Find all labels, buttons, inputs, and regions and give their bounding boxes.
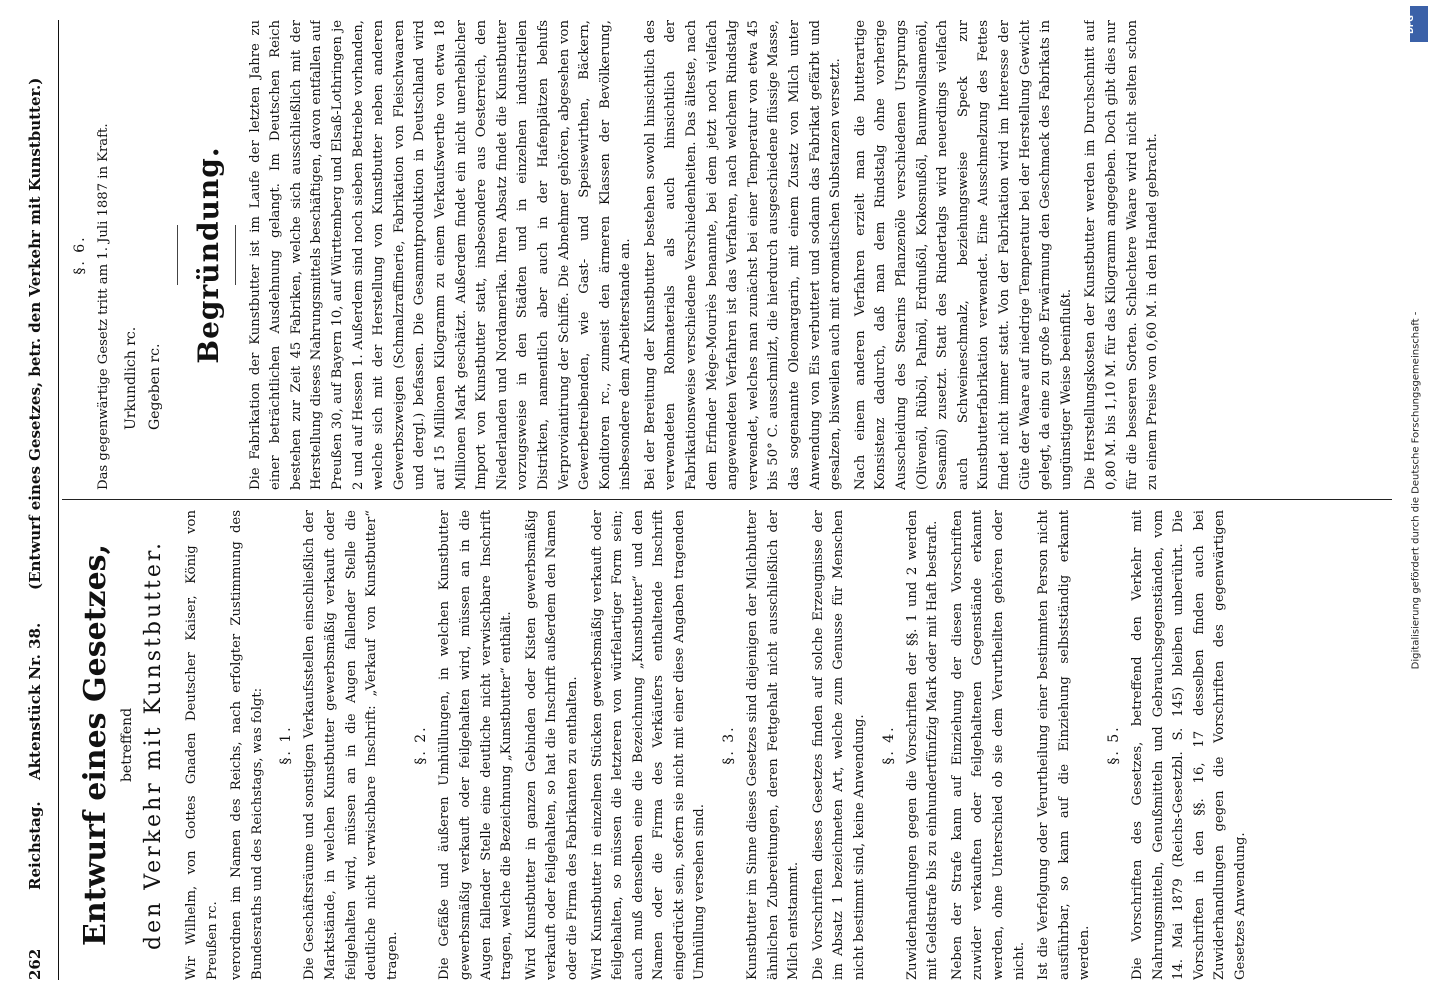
section-heading: §. 3. [721,725,738,765]
section-paragraph: Die Vorschriften des Gesetzes, betreffend den Verkehr mit Nahrungsmitteln, Genußmitteln und Gebrauchsgegenständen, vom 14. Mai 1879 (Reichs-Gesetzbl. S. 145) bleiben unberührt. Die Vorschriften in den §§. 16, 17 desselben finden auch bei Zuwiderhandlungen gegen die Vorschriften des gegenwärtigen Gesetzes Anwendung. [1129,510,1248,980]
section-heading: §. 5. [1105,725,1122,765]
section-heading: §. 1. [278,725,295,765]
left-column [62,510,1392,980]
section-heading: §. 4. [880,725,897,765]
section-paragraph: Die Geschäftsräume und sonstigen Verkaufsstellen einschließlich der Marktstände, in welchen Kunstbutter gewerbsmäßig verkauft oder feilgehalten wird, müssen an in die Augen fallender Stelle die deutliche nicht verwischbare Inschrift: „Verkauf von Kunstbutter“ tragen. [302,510,400,980]
law-subtitle: betreffend [119,707,135,783]
right-column [62,20,1392,490]
preamble-line: verordnen im Namen des Reichs, nach erfolgter Zustimmung des Bundesraths und des Reichstags, was folgt: [229,510,265,980]
section-paragraph: Wird Kunstbutter in einzelnen Stücken gewerbsmäßig verkauft oder feilgehalten, so müssen die letzteren von würfelartiger Form sein; auch muß denselben eine die Bezeichnung „Kunstbutter“ und den Namen oder die Firma des Verkäufers enthaltende Inschrift eingedrückt sein, sofern sie nicht mit einer diese Angaben tragenden Umhüllung versehen sind. [589,510,708,980]
section-paragraph: Ist die Verfolgung oder Verurtheilung einer bestimmten Person nicht ausführbar, so kann auf die Einziehung selbstständig erkannt werden. [1036,510,1093,980]
digitization-credit-strip [1406,0,1432,1000]
dfg-logo [1405,6,1428,42]
preamble-line: Wir Wilhelm, von Gottes Gnaden Deutscher Kaiser, König von Preußen rc. [184,510,220,980]
separator-rule [177,225,178,285]
section-paragraph: Kunstbutter im Sinne dieses Gesetzes sind diejenigen der Milchbutter ähnlichen Zubereitungen, deren Fettgehalt nicht ausschließlich der Milch entstammt. [745,510,802,980]
begruendung-heading: Begründung. [191,146,225,364]
page-number: 262 [26,948,44,980]
section-paragraph: Zuwiderhandlungen gegen die Vorschriften der §§. 1 und 2 werden mit Geldstrafe bis zu einhundertfünfzig Mark oder mit Haft bestraft. [904,510,941,980]
section-paragraph: Neben der Strafe kann auf Einziehung der diesen Vorschriften zuwider verkauften oder feilgehaltenen Gegenstände erkannt werden, ohne Unterschied ob sie dem Verurtheilten gehören oder nicht. [949,510,1027,980]
law-subject: den Verkehr mit Kunstbutter. [141,540,166,950]
signature-line: Urkundlich rc. [122,326,139,430]
header-doc-ref: Aktenstück Nr. 38. [26,622,44,780]
begruendung-paragraph: Bei der Bereitung der Kunstbutter bestehen sowohl hinsichtlich des verwendeten Rohmaterials als auch hinsichtlich der Fabrikationsweise verschiedene Verschiedenheiten. Das älteste, nach dem Erfinder Mège-Mouriès benannte, bei dem jetzt noch vielfach angewendeten Verfahren ist das Verfahren, nach welchem Rindstalg verwendet, welches man zunächst bei einer Temperatur von etwa 45 bis 50° C. ausschmilzt, die hierdurch ausgeschiedene flüssige Masse, das sogenannte Oleomargarin, mit einem Zusatz von Milch unter Anwendung von Eis verbuttert und sodann das Fabrikat gefärbt und gesalzen, bisweilen auch mit aromatischen Substanzen versetzt. [642,20,844,490]
section-heading: §. 6. [72,235,88,275]
signature-line: Gegeben rc. [146,343,163,430]
begruendung-paragraph: Die Herstellungskosten der Kunstbutter werden im Durchschnitt auf 0,80 M. bis 1,10 M. für das Kilogramm angegeben. Doch gibt dies nur für die besseren Sorten. Schlechtere Waare wird nicht selten schon zu einem Preise von 0,60 M. in den Handel gebracht. [1083,20,1161,490]
section-paragraph: Das gegenwärtige Gesetz tritt am 1. Juli 1887 in Kraft. [96,123,111,490]
column-divider [62,499,1392,500]
law-title: Entwurf eines Gesetzes, [78,543,113,947]
header-institution: Reichstag. [26,801,44,890]
section-heading: §. 2. [413,725,430,765]
section-paragraph: Wird Kunstbutter in ganzen Gebinden oder Kisten gewerbsmäßig verkauft oder feilgehalten, so hat die Inschrift außerdem den Namen oder die Firma des Fabrikanten zu enthalten. [523,510,580,980]
begruendung-paragraph: Die Fabrikation der Kunstbutter ist im Laufe der letzten Jahre zu einer beträchtlichen Ausdehnung gelangt. Im Deutschen Reich bestehen zur Zeit 45 Fabriken, welche sich ausschließlich mit der Herstellung dieses Nahrungsmittels beschäftigen, davon entfallen auf Preußen 30, auf Bayern 10, auf Württemberg und Elsaß-Lothringen je 2 und auf Hessen 1. Außerdem sind noch sieben Betriebe vorhanden, welche sich mit der Herstellung von Kunstbutter neben anderen Gewerbszweigen (Schmalzraffinerie, Fabrikation von Fleischwaaren und dergl.) befassen. Die Gesammtproduktion in Deutschland wird auf 15 Millionen Kilogramm zu einem Verkaufswerthe von etwa 18 Millionen Mark geschätzt. Außerdem findet ein nicht unerheblicher Import von Kunstbutter statt, insbesondere aus Oesterreich, den Niederlanden und Nordamerika. Ihren Absatz findet die Kunstbutter vorzugsweise in den Städten und in einzelnen industriellen Distrikten, namentlich aber auch in der Hafenplätzen behufs Verproviantirung der Schiffe. Die Abnehmer gehören, abgesehen von Gewerbetreibenden, wie Gast- und Speisewirthen, Bäckern, Konditoren rc., zumeist den ärmeren Klassen der Bevölkerung, insbesondere dem Arbeiterstande an. [247,20,634,490]
begruendung-paragraph: Nach einem anderen Verfahren erzielt man die butterartige Konsistenz dadurch, daß man dem Rindstalg ohne vorherige Ausscheidung des Stearins Pflanzenöle verschiedenen Ursprungs (Olivenöl, Rüböl, Palmöl, Erdnußöl, Kokosnußöl, Baumwollsamenöl, Sesamöl) zusetzt. Statt des Rindertalgs wird neuerdings vielfach auch Schweineschmalz, beziehungsweise Speck zur Kunstbutterfabrikation verwendet. Eine Ausschmelzung des Fettes findet nicht immer statt. Von der Fabrikation wird im Interesse der Güte der Waare auf niedrige Temperatur bei der Herstellung Gewicht gelegt, da eine zu große Erwärmung den Geschmack des Fabrikats in ungünstiger Weise beeinflußt. [852,20,1074,490]
separator-rule [235,225,236,285]
header-caption: (Entwurf eines Gesetzes, betr. den Verkehr mit Kunstbutter.) [26,77,44,590]
page-header [18,20,59,980]
section-paragraph: Die Gefäße und äußeren Umhüllungen, in welchen Kunstbutter gewerbsmäßig verkauft oder feilgehalten wird, müssen an in die Augen fallender Stelle eine deutliche nicht verwischbare Inschrift tragen, welche die Bezeichnung „Kunstbutter“ enthält. [437,510,515,980]
dfg-logo-text: DFG [1405,15,1415,34]
section-paragraph: Die Vorschriften dieses Gesetzes finden auf solche Erzeugnisse der im Absatz 1 bezeichneten Art, welche zum Genusse für Menschen nicht bestimmt sind, keine Anwendung. [810,510,868,980]
digitization-credit: Digitalisierung gefördert durch die Deutsche Forschungsgemeinschaft - [1410,311,1422,670]
